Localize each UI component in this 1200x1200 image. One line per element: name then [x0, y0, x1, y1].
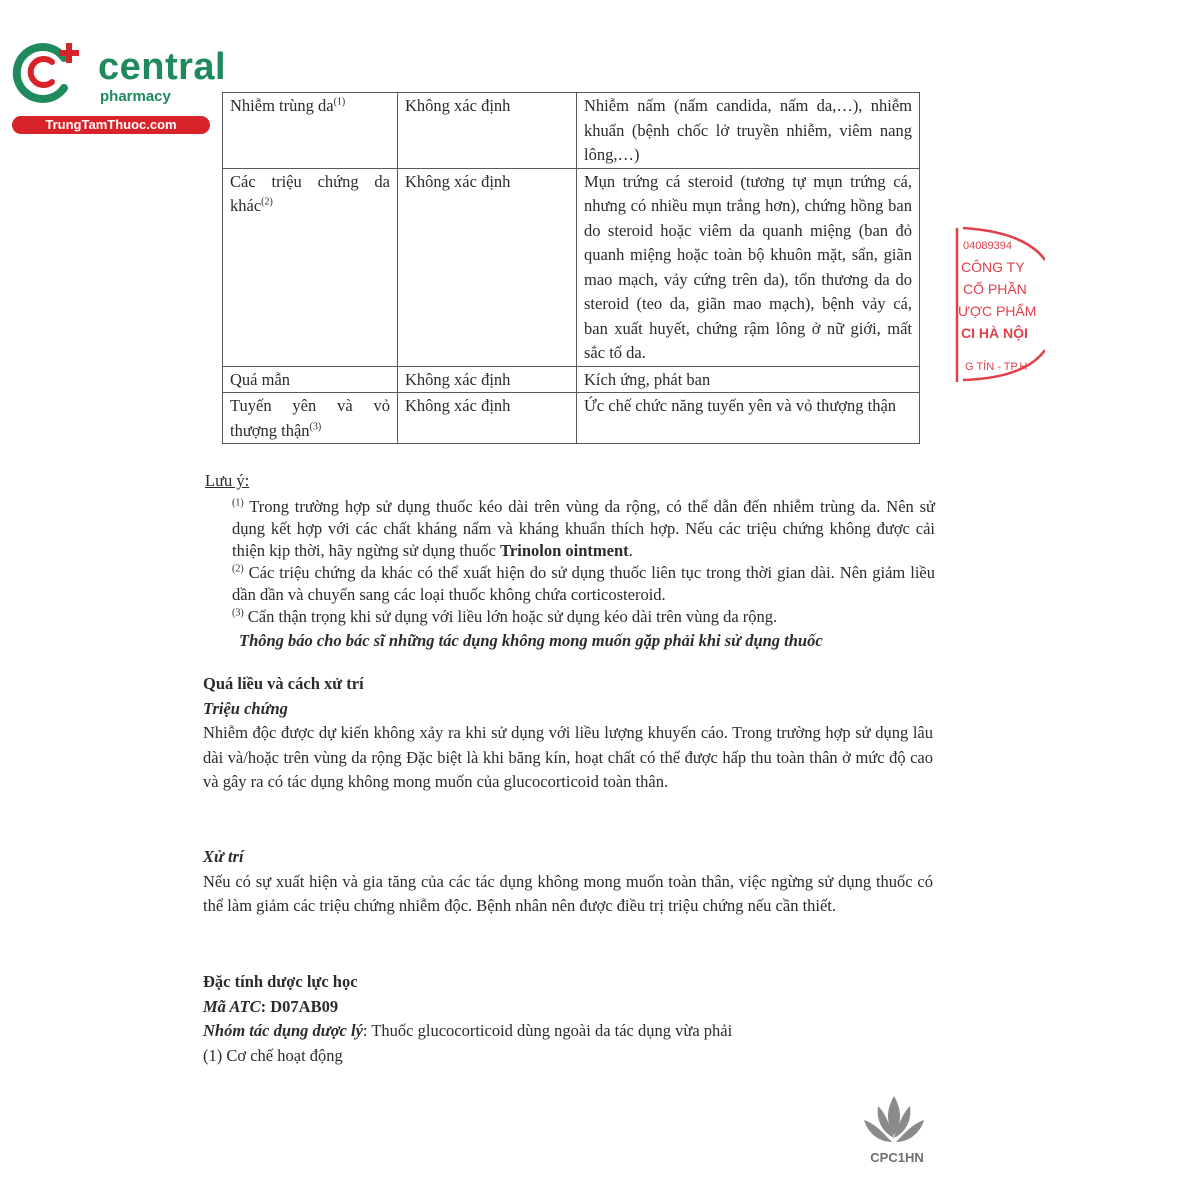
central-pharmacy-logo-icon	[10, 38, 92, 104]
symptoms-text: Nhiễm độc được dự kiến không xảy ra khi sử dụng với liều lượng khuyến cáo. Trong trường hợp sử dụng lâu dài và/hoặc trên vùng da rộng Đặc biệt là khi băng kín, hoạt chất có thể được hấp thu toàn thân ở mức độ cao và gây ra có tác dụng không mong muốn của glucocorticoid toàn thân.	[203, 723, 933, 791]
effects-cell: Mụn trứng cá steroid (tương tự mụn trứng cá, nhưng có nhiều mụn trắng hơn), chứng hồng ban do steroid hoặc viêm da quanh miệng (ban đỏ quanh miệng hoặc toàn bộ khuôn mặt, sẩn, giãn mao mạch, vảy cứng trên da), tổn thương da do steroid (teo da, giãn mao mạch), bệnh vảy cá, ban xuất huyết, chứng rậm lông ở nữ giới, mất sắc tố da.	[577, 168, 920, 366]
pharmacological-group-line: Nhóm tác dụng dược lý: Thuốc glucocorticoid dùng ngoài da tác dụng vừa phải	[203, 1021, 733, 1040]
brand-subtitle: pharmacy	[100, 88, 171, 105]
brand-url-badge[interactable]: TrungTamThuoc.com	[12, 116, 210, 134]
effects-cell: Kích ứng, phát ban	[577, 366, 920, 393]
pharmacodynamics-heading: Đặc tính dược lực học	[203, 972, 358, 991]
treatment-heading: Xử trí	[203, 847, 244, 866]
frequency-cell: Không xác định	[398, 393, 577, 444]
note-2: $^{(2)}$ Các triệu chứng da khác có thể xuất hiện do sử dụng thuốc liên tục trong thời gian dài. Nên giảm liều dần dần và chuyển sang các loại thuốc không chứa corticosteroid.	[232, 563, 935, 604]
svg-text:04089394: 04089394	[963, 240, 1012, 252]
adverse-effects-table	[222, 92, 920, 444]
treatment-section	[203, 845, 933, 919]
organ-cell: Các triệu chứng da khác$^{(2)}$	[223, 168, 398, 366]
organ-cell: Tuyến yên và vỏ thượng thận$^{(3)}$	[223, 393, 398, 444]
mechanism-heading: (1) Cơ chế hoạt động	[203, 1045, 343, 1065]
drug-name: Trinolon ointment	[500, 541, 629, 560]
organ-cell: Nhiễm trùng $da^{(1)}$	[223, 93, 398, 169]
effects-cell: Ức chế chức năng tuyến yên và vỏ thượng thận	[577, 393, 920, 444]
note-3: $^{(3)}$ Cẩn thận trọng khi sử dụng với liều lớn hoặc sử dụng kéo dài trên vùng da rộng.	[232, 607, 778, 626]
overdose-section	[203, 672, 933, 795]
atc-code-line: Mã ATC: D07AB09	[203, 996, 339, 1016]
brand-name: central	[98, 46, 227, 88]
overdose-heading: Quá liều và cách xử trí	[203, 674, 364, 693]
svg-text:G TÍN - TP.H: G TÍN - TP.H	[965, 361, 1028, 373]
frequency-cell: Không xác định	[398, 366, 577, 393]
effects-cell: Nhiễm nấm (nấm candida, nấm da,…), nhiễm khuẩn (bệnh chốc lở truyền nhiễm, viêm nang lông,…)	[577, 93, 920, 169]
doctor-warning: Thông báo cho bác sĩ những tác dụng không mong muốn gặp phải khi sử dụng thuốc	[239, 631, 823, 650]
symptoms-heading: Triệu chứng	[203, 698, 288, 718]
treatment-text: Nếu có sự xuất hiện và gia tăng của các tác dụng không mong muốn toàn thân, việc ngừng sử dụng thuốc có thể làm giảm các triệu chứng nhiễm độc. Bệnh nhân nên được điều trị triệu chứng nếu cần thiết.	[203, 871, 933, 915]
brand-header	[10, 36, 227, 136]
cpc1hn-logo-text: CPC1HN	[870, 1150, 924, 1165]
company-stamp	[955, 220, 1045, 390]
frequency-cell: Không xác định	[398, 168, 577, 366]
organ-cell: Quá mẫn	[223, 366, 398, 393]
table-row	[223, 168, 920, 366]
note-1: $^{(1)}$ Trong trường hợp sử dụng thuốc kéo dài trên vùng da rộng, có thể dẫn đến nhiễm trùng da. Nên sử dụng kết hợp với các chất kháng nấm và kháng khuẩn thích hợp. Nếu các triệu chứng không được cải thiện kịp thời, hãy ngừng sử dụng thuốc Trinolon ointment.	[232, 497, 935, 560]
table-row	[223, 93, 920, 169]
table-row	[223, 366, 920, 393]
svg-text:ƯỢC PHẨM: ƯỢC PHẨM	[958, 303, 1037, 319]
pharmacodynamics-section	[203, 970, 933, 1068]
notes-title: Lưu ý:	[205, 471, 250, 490]
svg-text:CI HÀ NỘI: CI HÀ NỘI	[961, 325, 1028, 341]
svg-text:CỔ PHẦN: CỔ PHẦN	[963, 281, 1027, 297]
notes-section	[205, 470, 935, 652]
frequency-cell: Không xác định	[398, 93, 577, 169]
svg-text:CÔNG TY: CÔNG TY	[961, 259, 1025, 275]
table-row	[223, 393, 920, 444]
